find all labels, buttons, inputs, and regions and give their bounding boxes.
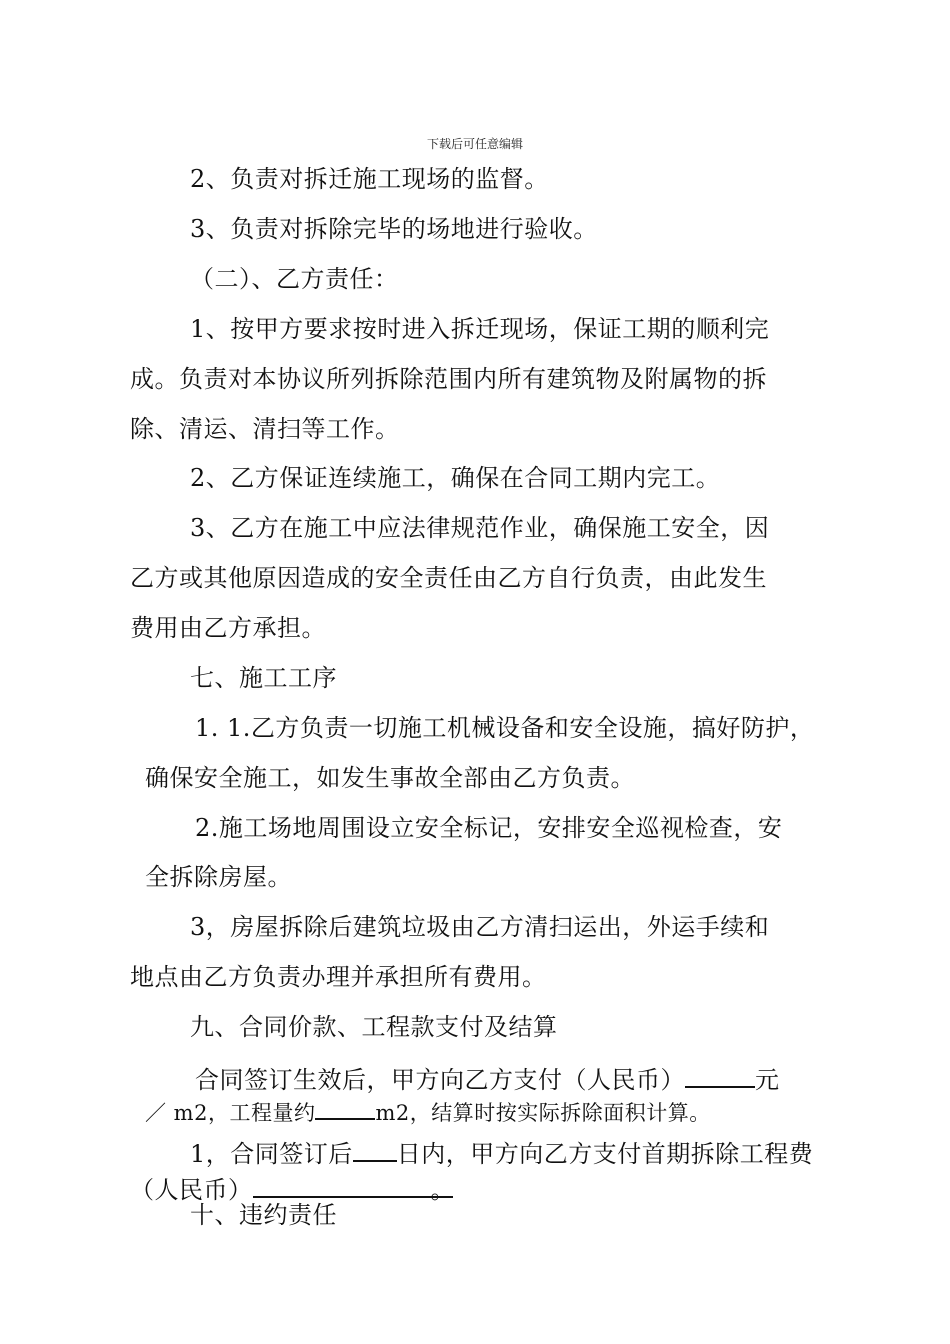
blank-underline: [253, 1172, 453, 1198]
payment-text: 日内，甲方向乙方支付首期拆除工程费: [396, 1140, 814, 1168]
paragraph-line: 1. 1.乙方负责一切施工机械设备和安全设施，搞好防护，: [195, 714, 815, 742]
payment-line-3: [190, 1136, 813, 1169]
paragraph-line: 2、乙方保证连续施工，确保在合同工期内完工。: [190, 464, 721, 492]
payment-text: 。: [430, 1176, 455, 1204]
paragraph-line: 除、清运、清扫等工作。: [130, 415, 400, 443]
paragraph-line: 全拆除房屋。: [145, 863, 292, 891]
page-header: 下载后可任意编辑: [426, 137, 523, 151]
payment-text: 元: [755, 1066, 780, 1094]
payment-line-2: [145, 1098, 711, 1128]
blank-underline: [353, 1136, 397, 1162]
paragraph-line: 1、按甲方要求按时进入拆迁现场，保证工期的顺利完: [190, 315, 770, 343]
paragraph-line: 费用由乙方承担。: [130, 614, 326, 642]
section-heading: （二）、乙方责任：: [190, 265, 399, 293]
paragraph-line: 确保安全施工，如发生事故全部由乙方负责。: [145, 764, 635, 792]
paragraph-line: 3，房屋拆除后建筑垃圾由乙方清扫运出，外运手续和: [190, 913, 770, 941]
blank-underline: [685, 1062, 755, 1088]
paragraph-line: 乙方或其他原因造成的安全责任由乙方自行负责，由此发生: [130, 564, 767, 592]
section-heading: 九、合同价款、工程款支付及结算: [190, 1013, 558, 1041]
payment-text: （人民币）: [130, 1176, 253, 1204]
payment-text: 合同签订生效后，甲方向乙方支付（人民币）: [195, 1066, 685, 1094]
paragraph-line: 3、乙方在施工中应法律规范作业，确保施工安全，因: [190, 514, 770, 542]
section-heading: 十、违约责任: [190, 1201, 337, 1229]
paragraph-line: 地点由乙方负责办理并承担所有费用。: [130, 963, 547, 991]
payment-text: m2，结算时按实际拆除面积计算。: [375, 1101, 711, 1125]
paragraph-line: 3、负责对拆除完毕的场地进行验收。: [190, 215, 598, 243]
payment-text: ／ m2，工程量约: [145, 1101, 316, 1125]
paragraph-line: 2、负责对拆迁施工现场的监督。: [190, 165, 549, 193]
paragraph-line: 2.施工场地周围设立安全标记，安排安全巡视检查，安: [195, 814, 783, 842]
blank-underline: [315, 1098, 375, 1120]
section-heading: 七、施工工序: [190, 664, 337, 692]
paragraph-line: 成。负责对本协议所列拆除范围内所有建筑物及附属物的拆: [130, 365, 767, 393]
payment-text: 1，合同签订后: [190, 1140, 353, 1168]
payment-line-1: [195, 1062, 780, 1095]
